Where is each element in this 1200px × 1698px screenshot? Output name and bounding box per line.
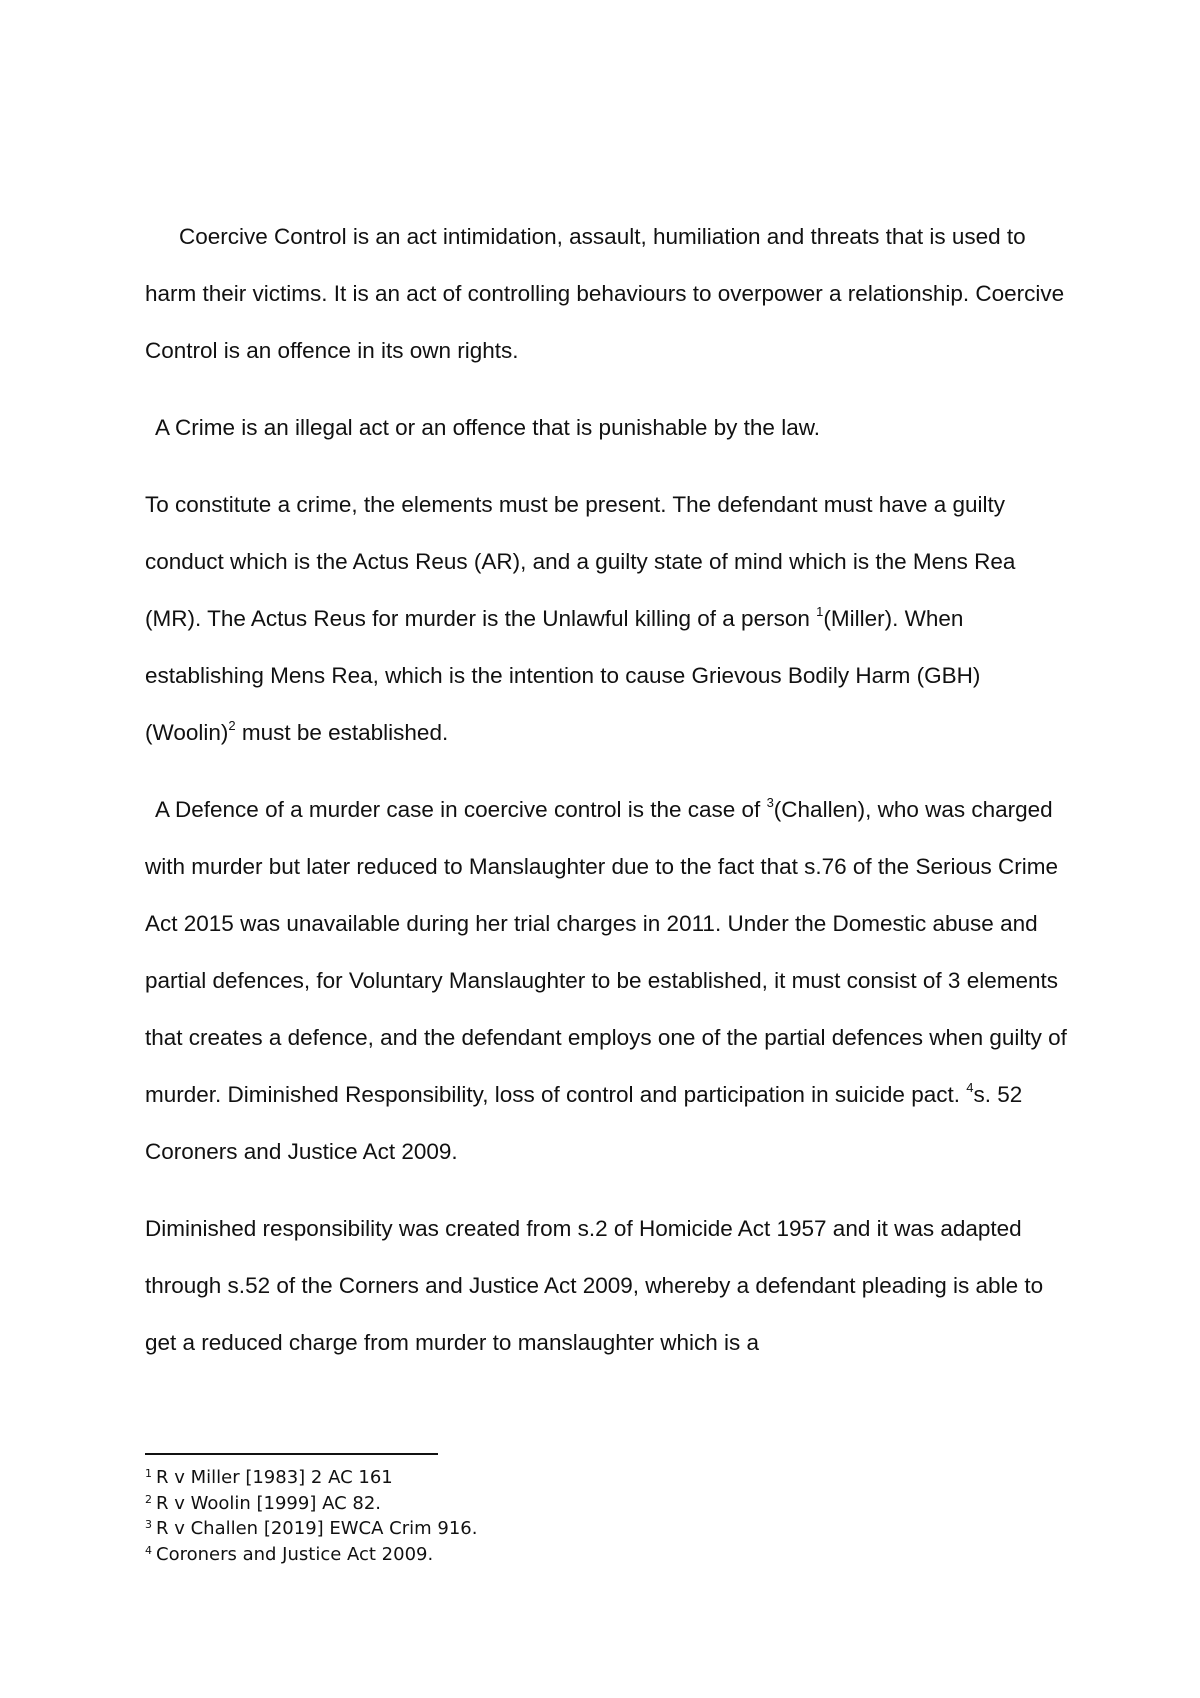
footnote-number: 1 <box>145 1467 152 1480</box>
paragraph-text: must be established. <box>235 720 449 745</box>
footnote-item <box>145 1466 1045 1492</box>
footnote-text: R v Woolin [1999] AC 82. <box>156 1492 381 1514</box>
footnote-reference[interactable]: 4 <box>966 1079 974 1095</box>
paragraph-text: A Crime is an illegal act or an offence that is punishable by the law. <box>155 415 820 440</box>
document-body <box>145 208 1075 1371</box>
paragraph-text: Coercive Control is an act intimidation, assault, humiliation and threats that is used to harm their victims. It is an act of controlling behaviours to overpower a relationship. Coercive Control is an offence in its own rights. <box>145 224 1065 363</box>
paragraph-text: A Defence of a murder case in coercive control is the case of <box>155 797 767 822</box>
paragraph-diminished-responsibility <box>145 1200 1075 1371</box>
footnote-text: R v Miller [1983] 2 AC 161 <box>156 1467 393 1488</box>
footnote-item <box>145 1517 1045 1543</box>
footnote-separator <box>145 1453 438 1455</box>
footnote-text: Coroners and Justice Act 2009. <box>156 1543 434 1565</box>
paragraph-text: Diminished responsibility was created from s.2 of Homicide Act 1957 and it was adapted through s.52 of the Corners and Justice Act 2009, whereby a defendant pleading is able to get a reduced charge from murder to manslaughter which is a <box>145 1216 1044 1355</box>
footnote-number: 4 <box>145 1543 152 1557</box>
paragraph-text: (Challen), who was charged with murder but later reduced to Manslaughter due to the fact that s.76 of the Serious Crime Act 2015 was unavailable during her trial charges in 2011. Under the Domestic abuse and partial defences, for Voluntary Manslaughter to be established, it must consist of 3 elements that creates a defence, and the defendant employs one of the partial defences when guilty of murder. Diminished Responsibility, loss of control and participation in suicide pact. <box>145 797 1067 1107</box>
paragraph-coercive-control <box>145 208 1075 379</box>
footnote-number: 3 <box>145 1518 152 1531</box>
footnote-item <box>145 1543 1045 1569</box>
footnote-reference[interactable]: 2 <box>228 717 236 733</box>
footnote-reference[interactable]: 1 <box>816 603 824 619</box>
paragraph-text: s. 52 Coroners and Justice Act 2009. <box>145 1082 1023 1164</box>
footnote-reference[interactable]: 3 <box>766 794 774 810</box>
footnote-item <box>145 1492 1045 1518</box>
paragraph-elements-of-crime <box>145 476 1075 761</box>
footnote-number: 2 <box>145 1492 152 1506</box>
paragraph-defence <box>145 781 1075 1180</box>
paragraph-text: To constitute a crime, the elements must be present. The defendant must have a guilty conduct which is the Actus Reus (AR), and a guilty state of mind which is the Mens Rea (MR). The Actus Reus for murder is the Unlawful killing of a person <box>145 492 1016 631</box>
footnotes <box>145 1466 1045 1568</box>
paragraph-crime-definition <box>145 399 1075 456</box>
footnote-text: R v Challen [2019] EWCA Crim 916. <box>156 1518 478 1539</box>
paragraph-text: (Miller). When establishing Mens Rea, which is the intention to cause Grievous Bodily Harm (GBH) (Woolin) <box>145 606 981 745</box>
